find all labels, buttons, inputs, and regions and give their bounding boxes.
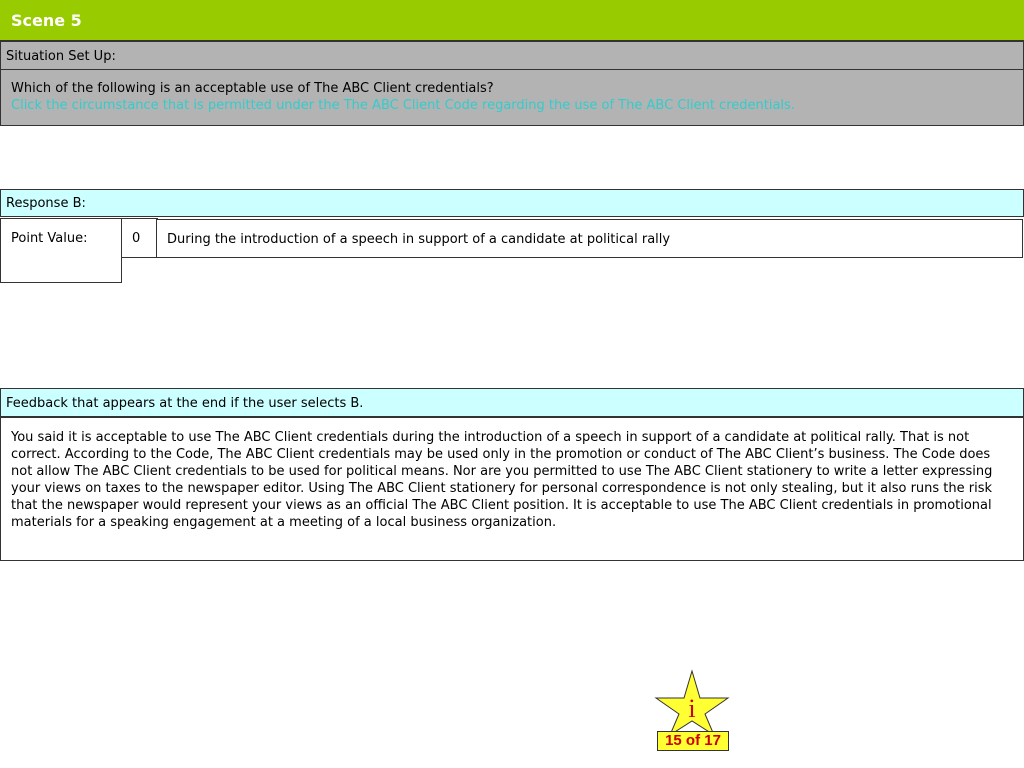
situation-setup-body <box>0 69 1024 126</box>
scene-title: Scene 5 <box>11 11 82 30</box>
instruction-text: Click the circumstance that is permitted under the The ABC Client Code regarding the use of The ABC Client credentials. <box>11 98 795 113</box>
response-text-box <box>156 219 1023 258</box>
point-value-box <box>0 218 122 283</box>
point-value-label: Point Value: <box>11 231 88 246</box>
feedback-text: You said it is acceptable to use The ABC Client credentials during the introduction of a speech in support of a candidate at political rally. That is not correct. According to the Code, The ABC Client credentials may be used only in the promotion or conduct of The ABC Client’s business. The Code does not allow The ABC Client credentials to be used for political means. Nor are you permitted to use The ABC Client stationery to write a letter expressing your views on taxes to the newspaper editor. Using The ABC Client stationery for personal correspondence is not only stealing, but it also runs the risk that the newspaper would represent your views as an official The ABC Client position. It is acceptable to use The ABC Client credentials in promotional materials for a speaking engagement at a meeting of a local business organization. <box>11 430 993 530</box>
response-header <box>0 189 1024 217</box>
star-info-icon[interactable] <box>654 669 730 735</box>
info-symbol: i <box>688 694 696 723</box>
feedback-header <box>0 388 1024 417</box>
question-text: Which of the following is an acceptable use of The ABC Client credentials? <box>11 81 494 96</box>
situation-setup-label: Situation Set Up: <box>6 49 116 64</box>
point-value-text: 0 <box>132 231 141 246</box>
situation-setup-header <box>0 42 1024 70</box>
response-text: During the introduction of a speech in support of a candidate at political rally <box>167 232 671 247</box>
page-counter: 15 of 17 <box>657 731 729 751</box>
feedback-label: Feedback that appears at the end if the user selects B. <box>6 396 364 411</box>
response-label: Response B: <box>6 196 86 211</box>
feedback-box <box>0 417 1024 561</box>
scene-header <box>0 0 1024 42</box>
point-value-cell <box>121 218 158 258</box>
